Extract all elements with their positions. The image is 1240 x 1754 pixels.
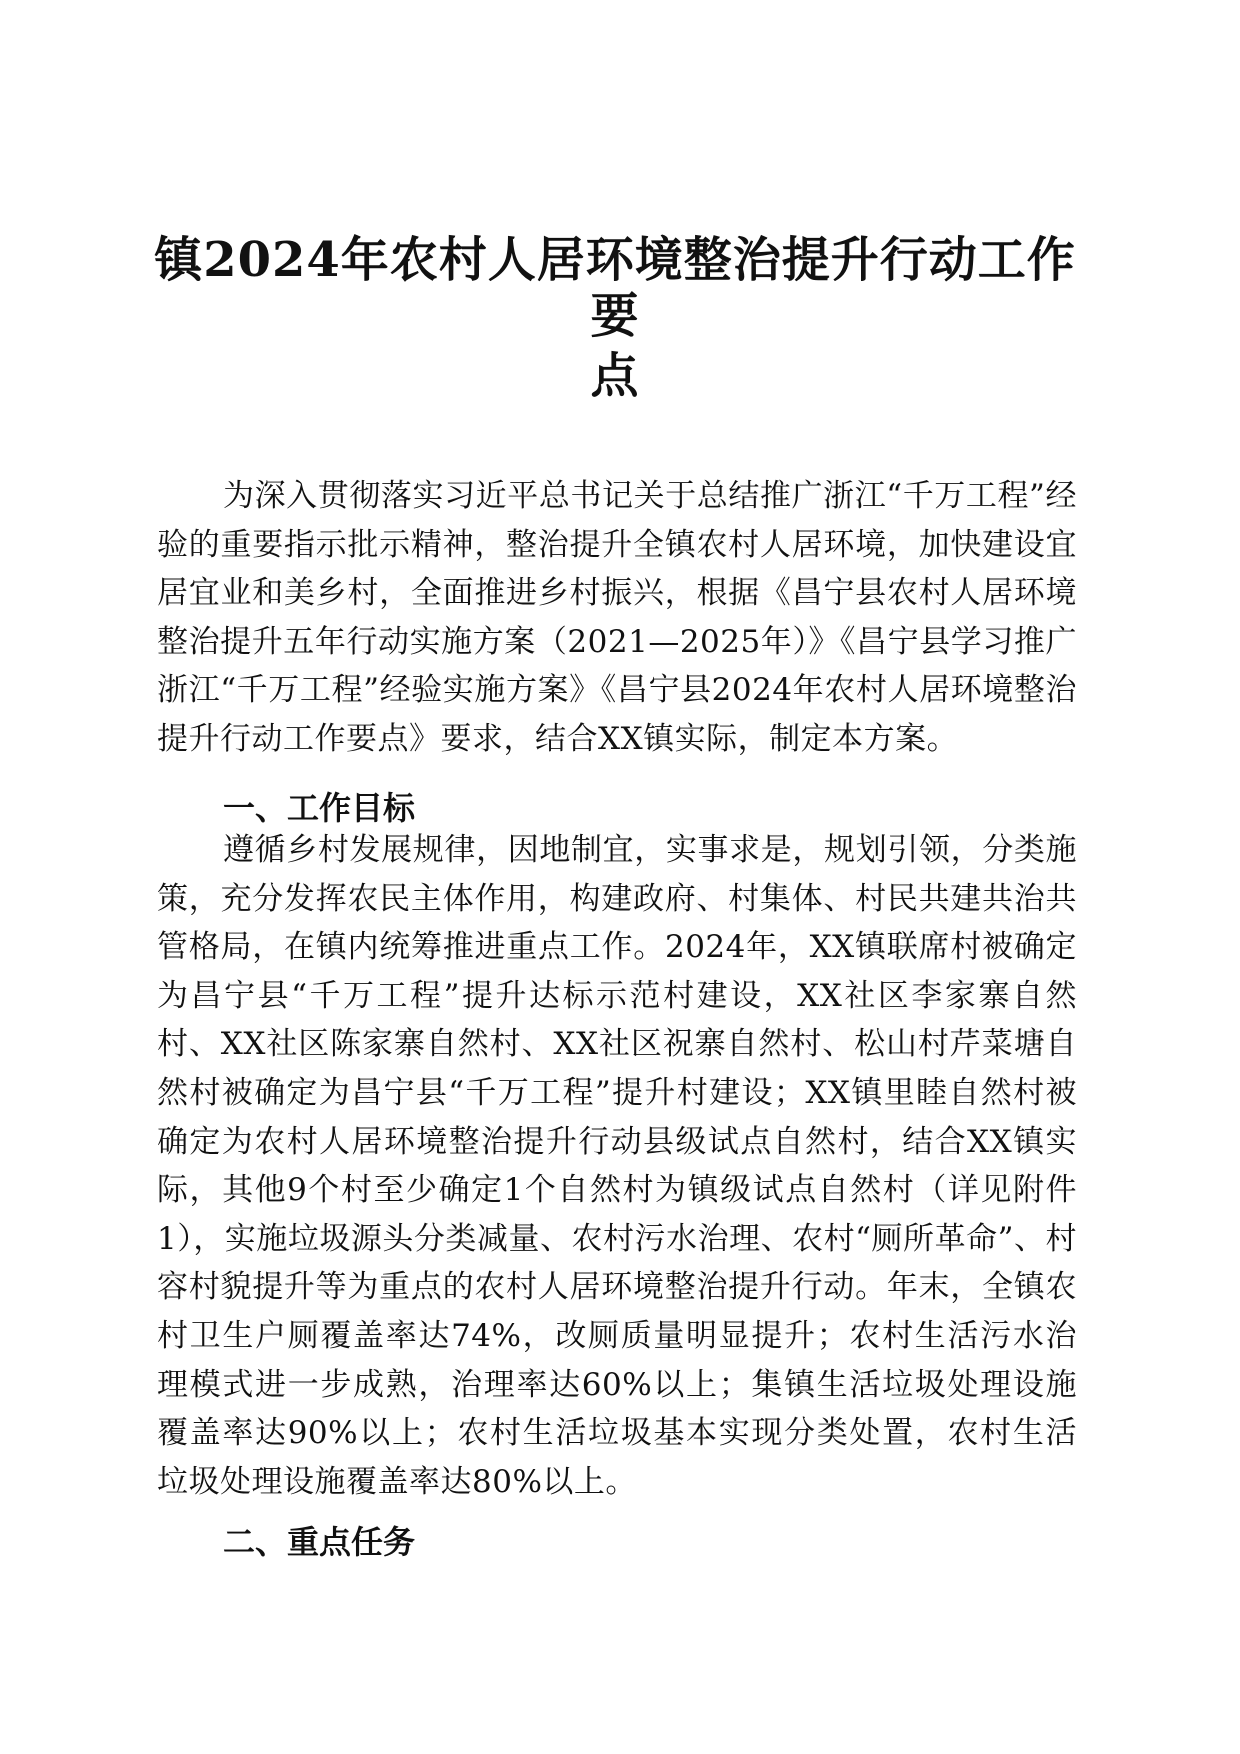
document-title-line-1: 镇2024年农村人居环境整治提升行动工作要 bbox=[154, 232, 1076, 344]
document-title-line-2: 点 bbox=[590, 348, 640, 404]
intro-paragraph: 为深入贯彻落实习近平总书记关于总结推广浙江“千万工程”经验的重要指示批示精神，整治提升全镇农村人居环境，加快建设宜居宜业和美乡村，全面推进乡村振兴，根据《昌宁县农村人居环境整治提升五年行动实施方案（2021—2025年）》《昌宁县学习推广浙江“千万工程”经验实施方案》《昌宁县2024年农村人居环境整治提升行动工作要点》要求，结合XX镇实际，制定本方案。 bbox=[157, 478, 1077, 757]
section-heading-key-tasks: 二、重点任务 bbox=[223, 1523, 416, 1561]
work-goals-paragraph: 遵循乡村发展规律，因地制宜，实事求是，规划引领，分类施策，充分发挥农民主体作用，构建政府、村集体、村民共建共治共管格局，在镇内统筹推进重点工作。2024年，XX镇联席村被确定为昌宁县“千万工程”提升达标示范村建设，XX社区李家寨自然村、XX社区陈家寨自然村、XX社区祝寨自然村、松山村芹菜塘自然村被确定为昌宁县“千万工程”提升村建设；XX镇里睦自然村被确定为农村人居环境整治提升行动县级试点自然村，结合XX镇实际，其他9个村至少确定1个自然村为镇级试点自然村（详见附件1），实施垃圾源头分类减量、农村污水治理、农村“厕所革命”、村容村貌提升等为重点的农村人居环境整治提升行动。年末，全镇农村卫生户厕覆盖率达74%，改厕质量明显提升；农村生活污水治理模式进一步成熟，治理率达60%以上；集镇生活垃圾处理设施覆盖率达90%以上；农村生活垃圾基本实现分类处置，农村生活垃圾处理设施覆盖率达80%以上。 bbox=[157, 832, 1077, 1500]
section-heading-work-goals: 一、工作目标 bbox=[223, 789, 416, 827]
